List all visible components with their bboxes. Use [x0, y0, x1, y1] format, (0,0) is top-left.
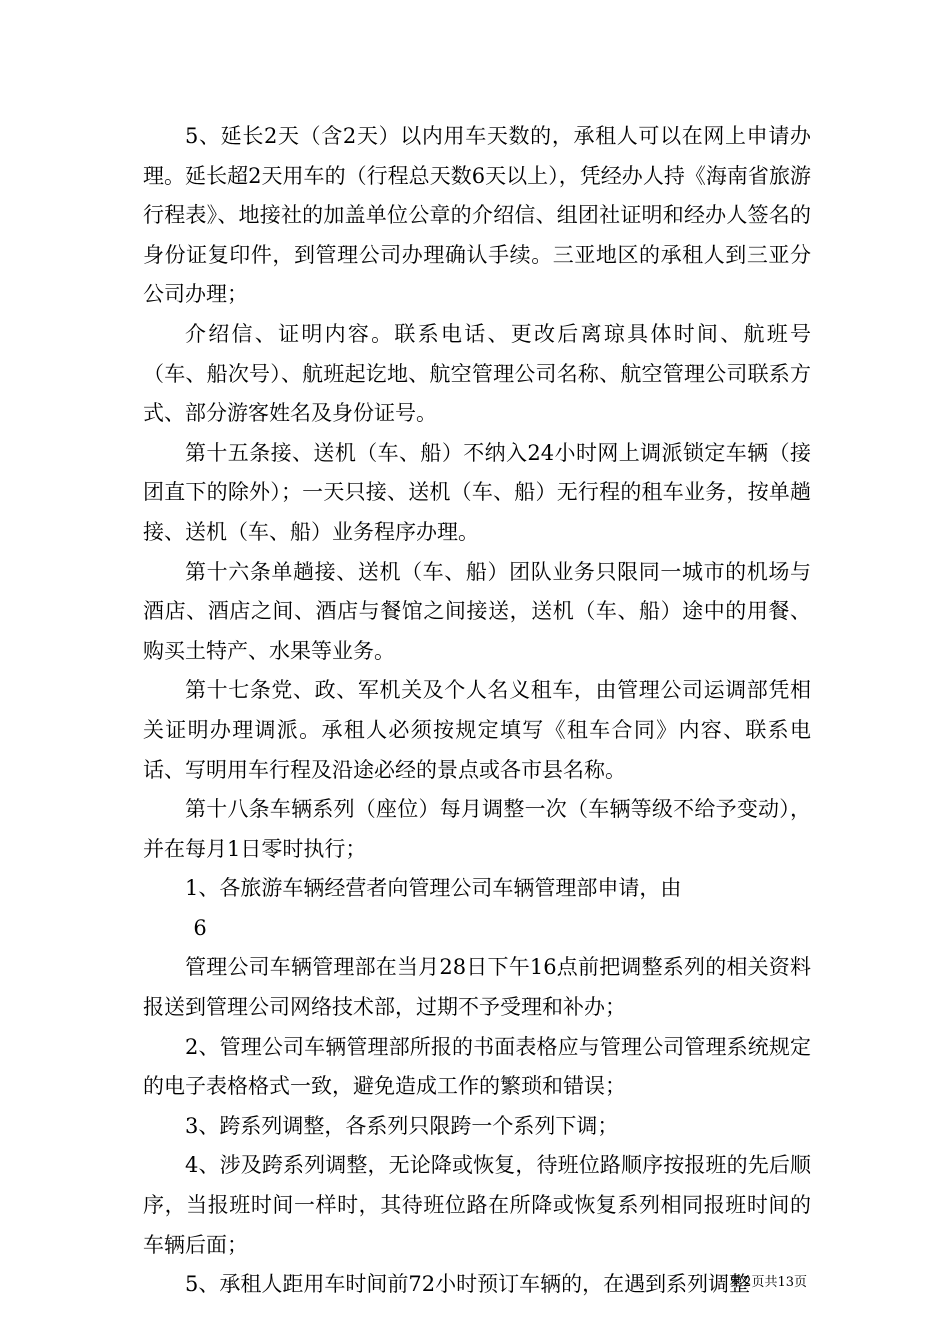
- paragraph: 第十八条车辆系列（座位）每月调整一次（车辆等级不给予变动），并在每月1日零时执行；: [143, 797, 811, 861]
- paragraph: 4、涉及跨系列调整，无论降或恢复，待班位路顺序按报班的先后顺序，当报班时间一样时，其待班位路在所降或恢复系列相同报班时间的车辆后面；: [143, 1153, 811, 1257]
- paragraph: 5、承租人距用车时间前72小时预订车辆的，在遇到系列调整: [185, 1272, 751, 1297]
- paragraph: 介绍信、证明内容。联系电话、更改后离琼具体时间、航班号（车、船次号）、航班起讫地、航空管理公司名称、航空管理公司联系方式、部分游客姓名及身份证号。: [143, 321, 811, 426]
- paragraph: 第十六条单趟接、送机（车、船）团队业务只限同一城市的机场与酒店、酒店之间、酒店与餐馆之间接送，送机（车、船）途中的用餐、购买土特产、水果等业务。: [143, 559, 811, 663]
- paragraph: 第十五条接、送机（车、船）不纳入24小时网上调派锁定车辆（接团直下的除外）；一天只接、送机（车、船）无行程的租车业务，按单趟接、送机（车、船）业务程序办理。: [143, 440, 811, 544]
- document-body: [143, 117, 811, 1305]
- paragraph: 1、各旅游车辆经营者向管理公司车辆管理部申请，由: [185, 876, 682, 901]
- page-marker: 6: [193, 915, 207, 940]
- paragraph: 管理公司车辆管理部在当月28日下午16点前把调整系列的相关资料报送到管理公司网络技术部，过期不予受理和补办；: [143, 955, 811, 1020]
- paragraph: 2、管理公司车辆管理部所报的书面表格应与管理公司管理系统规定的电子表格格式一致，避免造成工作的繁琐和错误；: [143, 1034, 811, 1099]
- paragraph: 5、延长2天（含2天）以内用车天数的，承租人可以在网上申请办理。延长超2天用车的（行程总天数6天以上），凭经办人持《海南省旅游行程表》、地接社的加盖单位公章的介绍信、组团社证明和经办人签名的身份证复印件，到管理公司办理确认手续。三亚地区的承租人到三亚分公司办理；: [143, 124, 811, 307]
- page-footer: 第2页共13页: [730, 1275, 807, 1290]
- paragraph: 3、跨系列调整，各系列只限跨一个系列下调；: [185, 1113, 619, 1138]
- paragraph: 第十七条党、政、军机关及个人名义租车，由管理公司运调部凭相关证明办理调派。承租人必须按规定填写《租车合同》内容、联系电话、写明用车行程及沿途必经的景点或各市县名称。: [143, 678, 811, 782]
